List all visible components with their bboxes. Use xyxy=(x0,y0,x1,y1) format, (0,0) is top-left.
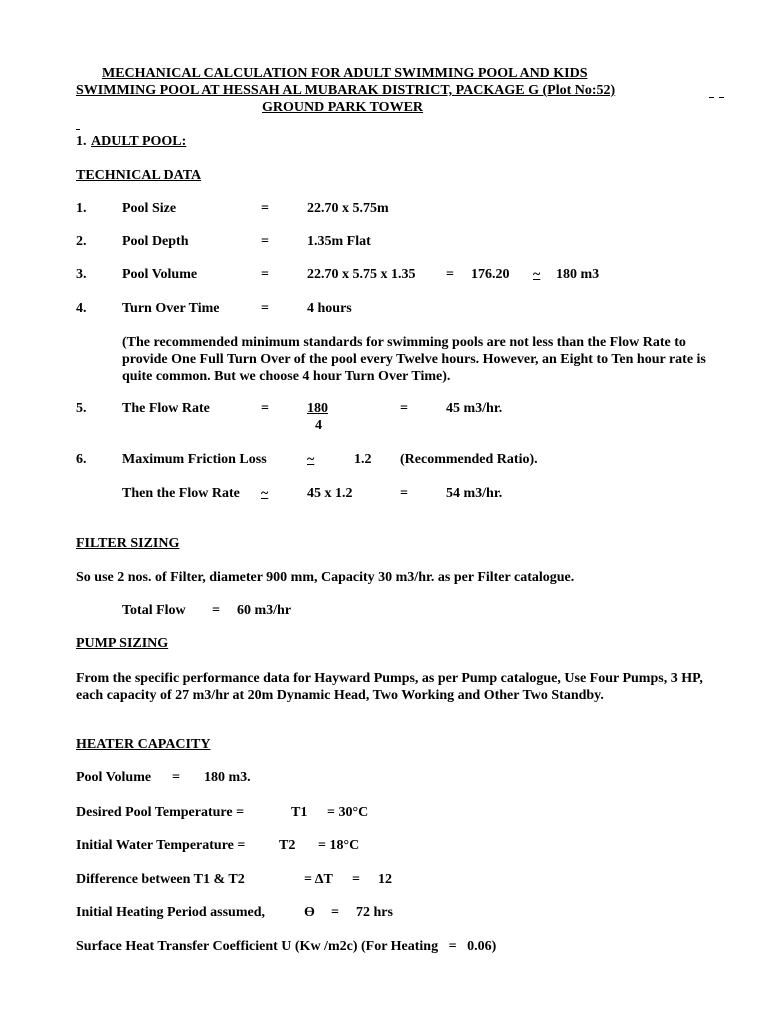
item-number: 1. xyxy=(76,201,87,216)
difference-label: Difference between T1 & T2 xyxy=(76,872,245,887)
total-flow-value: 60 m3/hr xyxy=(237,603,292,618)
filter-text: So use 2 nos. of Filter, diameter 900 mm, Capacity 30 m3/hr. as per Filter catalogue. xyxy=(76,570,575,585)
item-equals: = xyxy=(261,267,269,282)
dash-mark xyxy=(76,129,80,130)
pool-volume-value: 180 m3. xyxy=(204,770,251,785)
desired-temp-label: Desired Pool Temperature = xyxy=(76,805,245,820)
item-equals: = xyxy=(261,234,269,249)
filter-sizing-heading: FILTER SIZING xyxy=(76,536,180,551)
surface-coefficient: Surface Heat Transfer Coefficient U (Kw /m2c) (For Heating = 0.06) xyxy=(76,939,497,954)
item-number: 4. xyxy=(76,301,87,316)
difference-symbol: = ΔT xyxy=(304,872,333,887)
item-equals: = xyxy=(261,201,269,216)
item-value: 45 x 1.2 xyxy=(307,486,353,501)
item-label: Pool Size xyxy=(122,201,177,216)
item-value: 1.2 xyxy=(354,452,372,467)
title-line-2: SWIMMING POOL AT HESSAH AL MUBARAK DISTRICT, PACKAGE G (Plot No:52) xyxy=(76,83,616,98)
approx-sign: ~ xyxy=(307,452,315,467)
theta-symbol: Ɵ xyxy=(304,905,315,920)
item-number: 6. xyxy=(76,452,87,467)
item-equals: = xyxy=(261,401,269,416)
item-equals: = xyxy=(261,301,269,316)
item-equals: = xyxy=(400,401,408,416)
initial-temp-symbol: T2 xyxy=(279,838,296,853)
item-label: Pool Depth xyxy=(122,234,189,249)
item-result: 54 m3/hr. xyxy=(446,486,503,501)
item-value: 22.70 x 5.75m xyxy=(307,201,389,216)
item-value: 22.70 x 5.75 x 1.35 xyxy=(307,267,416,282)
fraction-denominator: 4 xyxy=(315,418,322,433)
item-label: Turn Over Time xyxy=(122,301,220,316)
heating-period-equals: = xyxy=(331,905,339,920)
approx-sign: ~ xyxy=(533,267,541,282)
total-flow-label: Total Flow xyxy=(122,603,186,618)
item-final: 180 m3 xyxy=(556,267,600,282)
approx-sign: ~ xyxy=(261,486,269,501)
item-result: 176.20 xyxy=(471,267,510,282)
desired-temp-symbol: T1 xyxy=(291,805,308,820)
total-flow-equals: = xyxy=(212,603,220,618)
item-value: 4 hours xyxy=(307,301,352,316)
section-number: 1. xyxy=(76,134,87,149)
item-label: Pool Volume xyxy=(122,267,198,282)
desired-temp-value: = 30°C xyxy=(327,805,369,820)
heater-capacity-heading: HEATER CAPACITY xyxy=(76,737,211,752)
dash-mark xyxy=(719,97,724,98)
pump-text: From the specific performance data for Hayward Pumps, as per Pump catalogue, Use Four Pumps, 3 HP, each capacity of 27 m3/hr at 20m Dynamic Head, Two Working and Other Two Standby. xyxy=(76,671,703,703)
pool-volume-label: Pool Volume xyxy=(76,770,152,785)
pool-volume-equals: = xyxy=(172,770,180,785)
item-equals: = xyxy=(400,486,408,501)
heating-period-value: 72 hrs xyxy=(356,905,393,920)
item-label: Then the Flow Rate xyxy=(122,486,240,501)
pump-sizing-heading: PUMP SIZING xyxy=(76,636,169,651)
title-line-1: MECHANICAL CALCULATION FOR ADULT SWIMMING POOL AND KIDS xyxy=(102,66,588,81)
difference-value: 12 xyxy=(378,872,392,887)
item-number: 5. xyxy=(76,401,87,416)
dash-mark xyxy=(709,97,714,98)
item-label: Maximum Friction Loss xyxy=(122,452,267,467)
item-result: 45 m3/hr. xyxy=(446,401,503,416)
difference-equals: = xyxy=(352,872,360,887)
section-title: ADULT POOL: xyxy=(91,134,187,149)
initial-temp-value: = 18°C xyxy=(318,838,360,853)
item-label: The Flow Rate xyxy=(122,401,210,416)
technical-data-heading: TECHNICAL DATA xyxy=(76,168,202,183)
item-value: 1.35m Flat xyxy=(307,234,371,249)
title-line-3: GROUND PARK TOWER xyxy=(262,100,424,115)
item-number: 2. xyxy=(76,234,87,249)
initial-temp-label: Initial Water Temperature = xyxy=(76,838,246,853)
item-equals: = xyxy=(446,267,454,282)
item-number: 3. xyxy=(76,267,87,282)
turnover-note: (The recommended minimum standards for swimming pools are not less than the Flow Rate to provide One Full Turn Over of the pool every Twelve hours. However, an Eight to Ten hour rate is quite common. But we choose 4 hour Turn Over Time). xyxy=(122,335,706,384)
fraction-numerator: 180 xyxy=(307,401,328,416)
item-note: (Recommended Ratio). xyxy=(400,452,538,467)
heating-period-label: Initial Heating Period assumed, xyxy=(76,905,266,920)
